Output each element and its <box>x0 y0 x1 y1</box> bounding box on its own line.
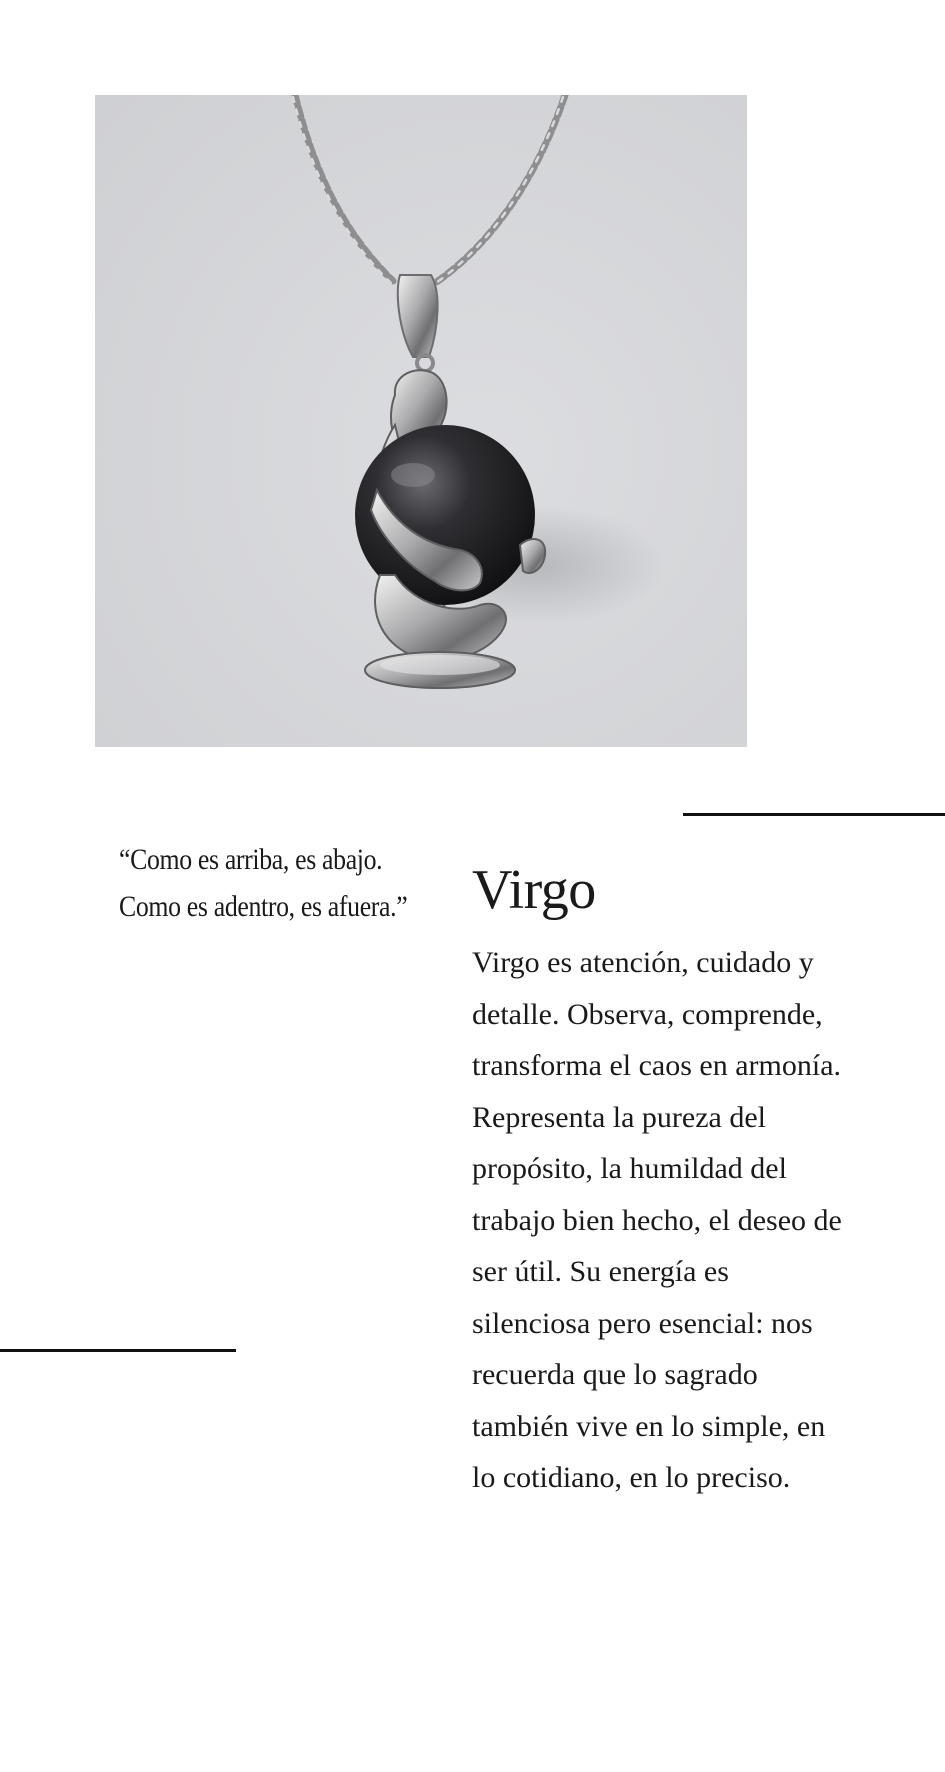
decorative-rule-bottom <box>0 1349 236 1352</box>
product-image <box>95 95 747 747</box>
quote-text: “Como es arriba, es abajo. Como es adentro, es afuera.” <box>119 843 408 923</box>
sign-description: Virgo es atención, cuidado y detalle. Observa, comprende, transforma el caos en armonía. Representa la pureza del propósito, la humildad del trabajo bien hecho, el deseo de ser útil. Su energía es silenciosa pero esencial: nos recuerda que lo sagrado también vive en lo simple, en lo cotidiano, en lo preciso. <box>472 946 842 1494</box>
decorative-rule-top <box>683 813 945 816</box>
sign-title: Virgo <box>472 859 596 921</box>
